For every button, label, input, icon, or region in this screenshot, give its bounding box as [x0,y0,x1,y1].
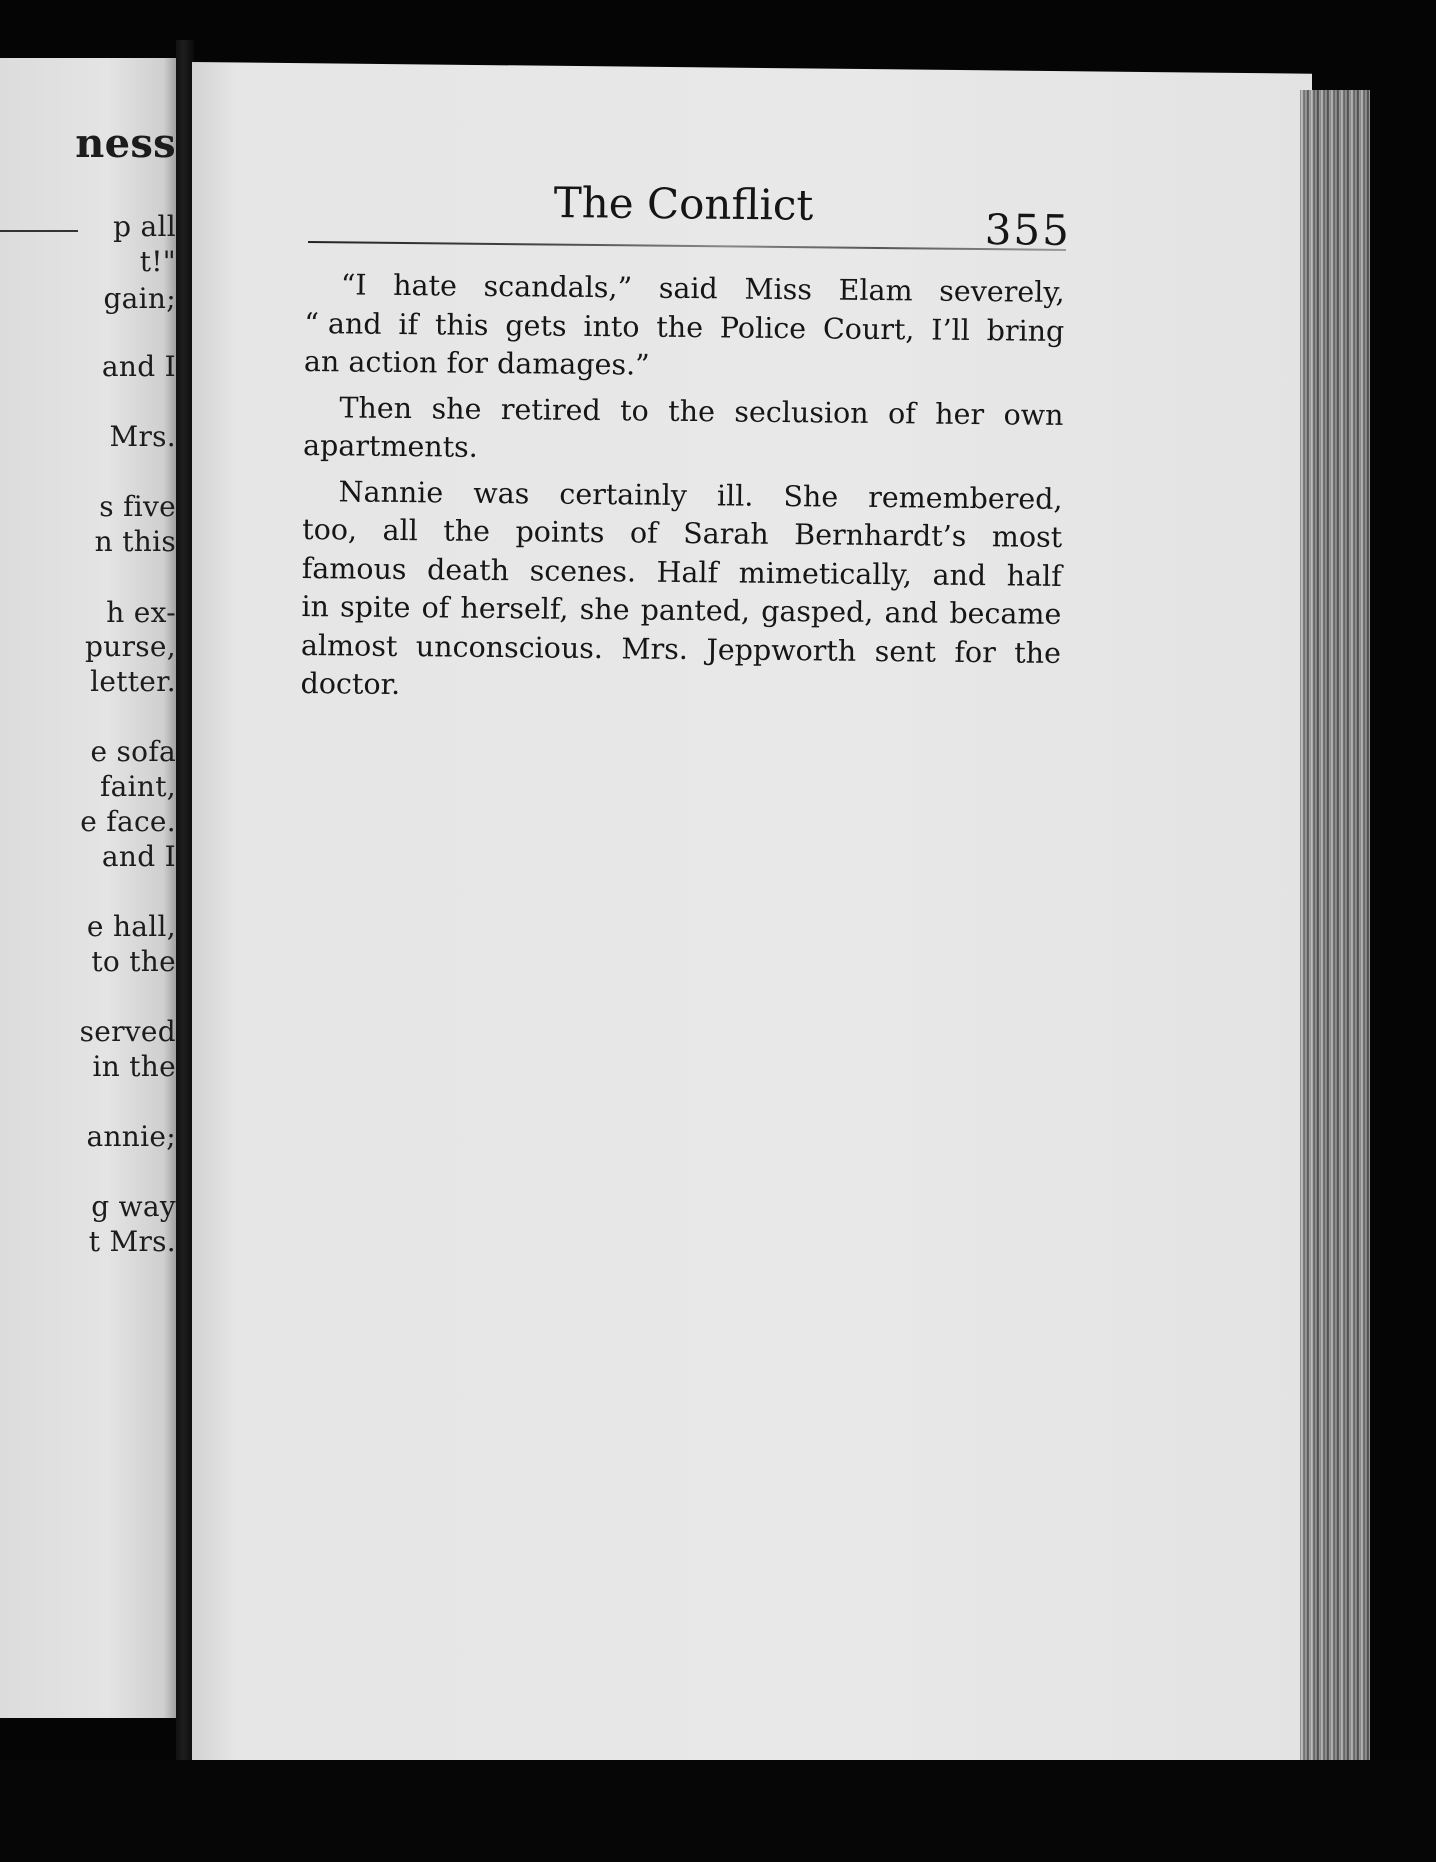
word: Bernhardt’s [794,518,967,553]
left-text-line: g way [91,1190,176,1223]
paragraph [304,266,1065,389]
left-text-line: e sofa [90,735,176,768]
left-text-line: faint, [100,770,176,803]
word: Nannie [338,474,444,509]
word: became [949,596,1062,631]
word: damages.” [496,347,650,382]
word: Mrs. [621,631,689,666]
left-text-line: gain; [103,282,176,315]
word: almost [300,628,398,663]
word: of [887,396,916,430]
word: action [348,345,438,380]
left-text-line: n this [94,525,176,558]
word: severely, [939,274,1065,309]
word: scandals,” [483,269,633,305]
word: and [932,558,987,592]
left-text-line: and I [101,840,176,873]
word: spite [339,590,411,625]
word: scenes. [529,553,637,588]
word: She [783,479,839,514]
text-line [302,511,1062,557]
word: Police [719,310,807,345]
word: was [473,476,530,510]
left-text-line: e face. [80,805,176,838]
word: Then [339,390,413,425]
word: sent [874,634,937,669]
left-text-line: purse, [85,630,176,663]
word: of [421,591,450,625]
word: into [583,309,640,344]
left-text-line: served [79,1015,176,1048]
word: she [579,592,630,627]
page-number: 355 [984,205,1072,255]
word: if [398,307,419,341]
word: points [515,515,605,550]
word: the [656,310,704,344]
word: hate [393,268,458,303]
bottom-shadow [0,1760,1436,1862]
word: Jeppworth [706,632,857,668]
word: own [1003,397,1064,432]
word: the [443,514,491,548]
page-edges [1300,90,1370,1810]
word: Miss [744,272,813,307]
word: famous [301,551,407,586]
word: “ and [304,306,382,341]
word: too, [302,512,358,547]
left-header-rule [0,230,78,232]
left-text-line: h ex- [106,596,176,629]
left-text-line: Mrs. [109,420,176,453]
word: gets [505,308,567,343]
word: she [431,391,482,426]
text-line [305,266,1065,312]
word: and [884,596,939,630]
paragraph [303,388,1064,473]
left-text-line: in the [92,1050,176,1083]
left-running-head-fragment: ness [75,120,176,167]
left-text-line: to the [91,945,176,978]
word: for [954,635,996,669]
word: the [668,394,716,428]
word: the [1014,635,1062,670]
word: apartments. [302,428,478,464]
word: certainly [559,477,688,512]
text-line [304,343,1064,389]
word: bring [986,313,1065,348]
text-line [303,427,1063,473]
word: in [301,589,330,624]
left-text-line: e hall, [86,910,176,943]
word: an [303,344,340,379]
word: Court, [822,311,915,346]
word: herself, [460,591,569,626]
word: remembered, [868,480,1063,516]
word: retired [500,392,601,427]
left-text-line: s five [99,490,176,523]
word: ill. [716,478,754,513]
word: panted, [640,593,751,628]
word: death [426,552,510,587]
left-text-line: p all [113,210,176,243]
word: unconscious. [415,629,604,665]
word: “I [340,268,367,302]
word: gasped, [761,594,874,629]
word: doctor. [300,666,401,702]
word: of [629,516,658,550]
left-text-line: and I [101,350,176,383]
body-text [300,266,1065,711]
text-line [301,626,1061,672]
word: I’ll [931,313,971,347]
facing-page-left [0,58,178,1718]
word: Sarah [683,516,769,551]
word: said [658,271,718,306]
left-text-line: t!" [139,245,176,278]
word: half [1006,558,1062,593]
word: seclusion [734,395,869,430]
word: all [382,513,419,548]
left-text-line: t Mrs. [88,1225,176,1258]
word: most [991,520,1063,554]
left-text-line: letter. [90,665,176,698]
word: mimetically, [738,556,913,591]
word: Elam [838,273,913,308]
left-text-line: annie; [86,1120,176,1153]
word: for [446,346,489,380]
paragraph [300,472,1062,711]
text-line [300,665,1060,711]
word: Half [656,555,719,589]
word: to [619,393,649,428]
word: this [434,307,489,342]
word: her [935,397,985,431]
running-head: The Conflict [553,178,814,230]
